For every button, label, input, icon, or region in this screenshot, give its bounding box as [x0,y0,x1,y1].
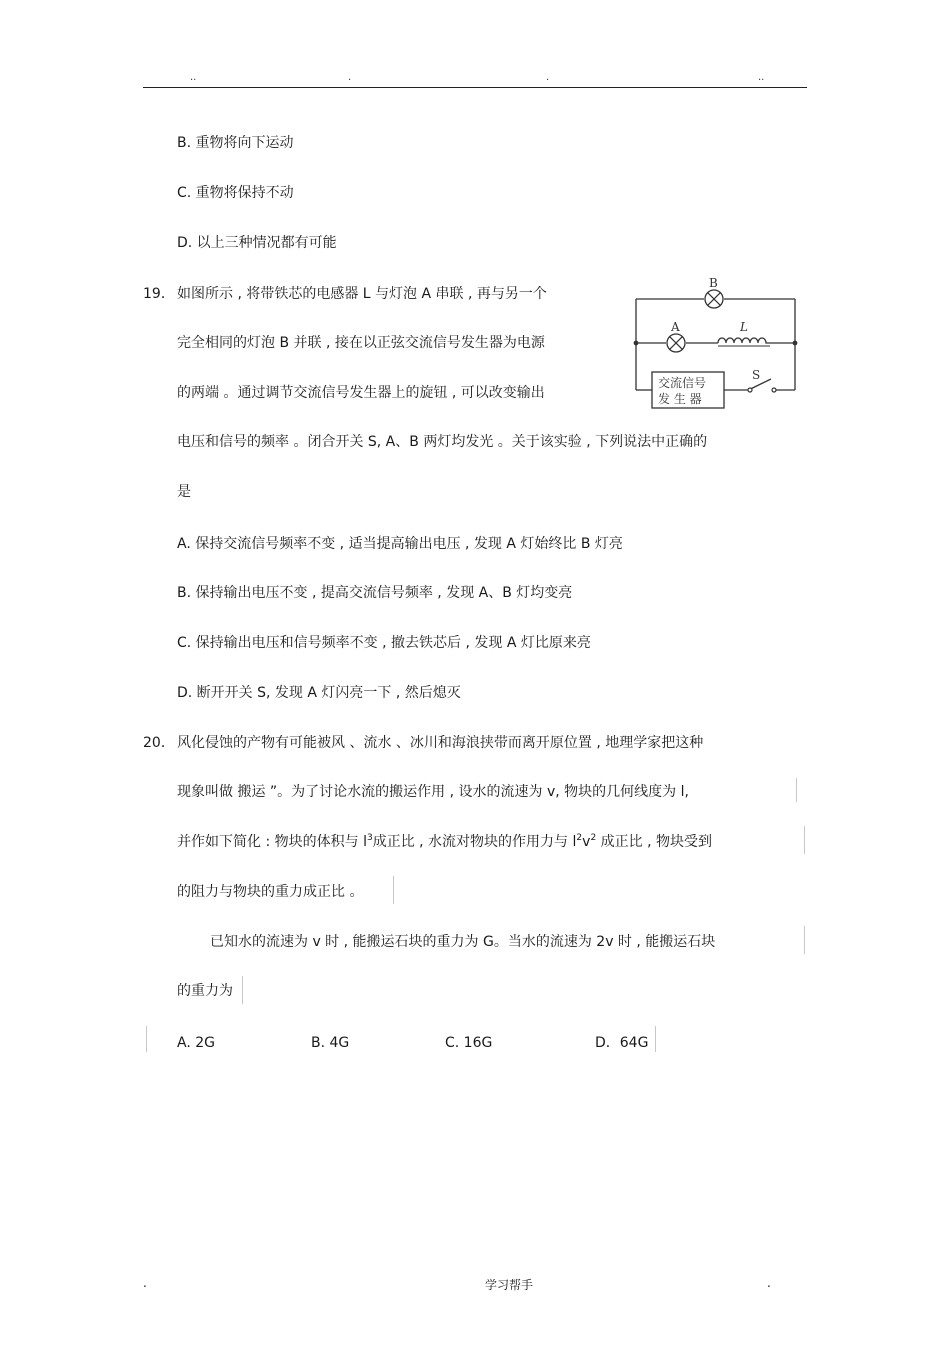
q19-number: 19． [143,286,175,302]
q19-line-3: 的两端 。通过调节交流信号发生器上的旋钮 , 可以改变输出 [177,385,545,401]
q19-circuit-diagram [630,273,802,415]
q18-option-c: C. 重物将保持不动 [177,185,294,201]
footer-right: . [767,1276,771,1290]
q20-number: 20． [143,735,175,751]
generator-label-line-1: 交流信号 [658,376,707,390]
q19-line-4: 电压和信号的频率 。闭合开关 S, A、B 两灯均发光 。关于该实验 , 下列说法中正确的 [177,434,708,450]
header-dots-2: . [348,72,352,83]
q20-option-d: D．64G [595,1035,649,1051]
lamp-a-icon [667,334,685,352]
scan-edge-mark [804,826,805,854]
q19-line-5: 是 [177,484,191,500]
q20-line-5: 已知水的流速为 v 时 , 能搬运石块的重力为 G。当水的流速为 2v 时 , 能搬运石块 [210,934,716,950]
scan-edge-mark [393,876,394,904]
q20-line-3: 并作如下简化 : 物块的体积与 $l^3$成正比 , 水流对物块的作用力与 $l^2v^2$ 成正比 , 物块受到 [177,833,712,850]
q19-line-1: 如图所示 , 将带铁芯的电感器 L 与灯泡 A 串联 , 再与另一个 [177,286,547,302]
header-dots-3: . [546,72,550,83]
header-rule [143,87,807,88]
switch-label: S [752,368,761,382]
scan-edge-mark [242,976,243,1004]
footer-center: 学习帮手 [485,1278,534,1292]
header-dots-1: .. [190,72,197,83]
q18-option-d: D. 以上三种情况都有可能 [177,235,337,251]
q20-option-b: B. 4G [311,1035,350,1051]
q19-option-a: A. 保持交流信号频率不变 , 适当提高输出电压 , 发现 A 灯始终比 B 灯亮 [177,536,623,552]
q20-option-c: C. 16G [445,1035,493,1051]
scan-edge-mark [655,1026,656,1052]
lamp-b-icon [705,290,723,308]
scan-edge-mark [146,1026,147,1052]
q19-line-2: 完全相同的灯泡 B 并联 , 接在以正弦交流信号发生器为电源 [177,335,545,351]
q19-option-b: B. 保持输出电压不变 , 提高交流信号频率 , 发现 A、B 灯均变亮 [177,585,573,601]
q19-option-c: C. 保持输出电压和信号频率不变 , 撤去铁芯后 , 发现 A 灯比原来亮 [177,635,591,651]
generator-label-line-2: 发 生 器 [658,392,702,406]
q20-line-6: 的重力为 [177,983,233,999]
lamp-a-label: A [671,320,680,334]
footer-left: . [143,1276,147,1290]
q18-option-b: B. 重物将向下运动 [177,135,294,151]
scan-edge-mark [804,926,805,954]
inductor-coil-icon [718,338,770,343]
header-dots-4: .. [758,72,765,83]
q20-line-1: 风化侵蚀的产物有可能被风 、流水 、冰川和海浪挟带而离开原位置 , 地理学家把这种 [177,735,704,751]
q19-option-d: D. 断开开关 S, 发现 A 灯闪亮一下 , 然后熄灭 [177,685,461,701]
inductor-label: L [740,320,748,334]
q20-option-a: A. 2G [177,1035,215,1051]
lamp-b-label: B [709,276,718,290]
q20-line-4: 的阻力与物块的重力成正比 。 [177,884,364,900]
q20-line-2: 现象叫做 搬运 ”。为了讨论水流的搬运作用 , 设水的流速为 v, 物块的几何线度为 l, [177,784,689,800]
scan-edge-mark [796,778,797,802]
